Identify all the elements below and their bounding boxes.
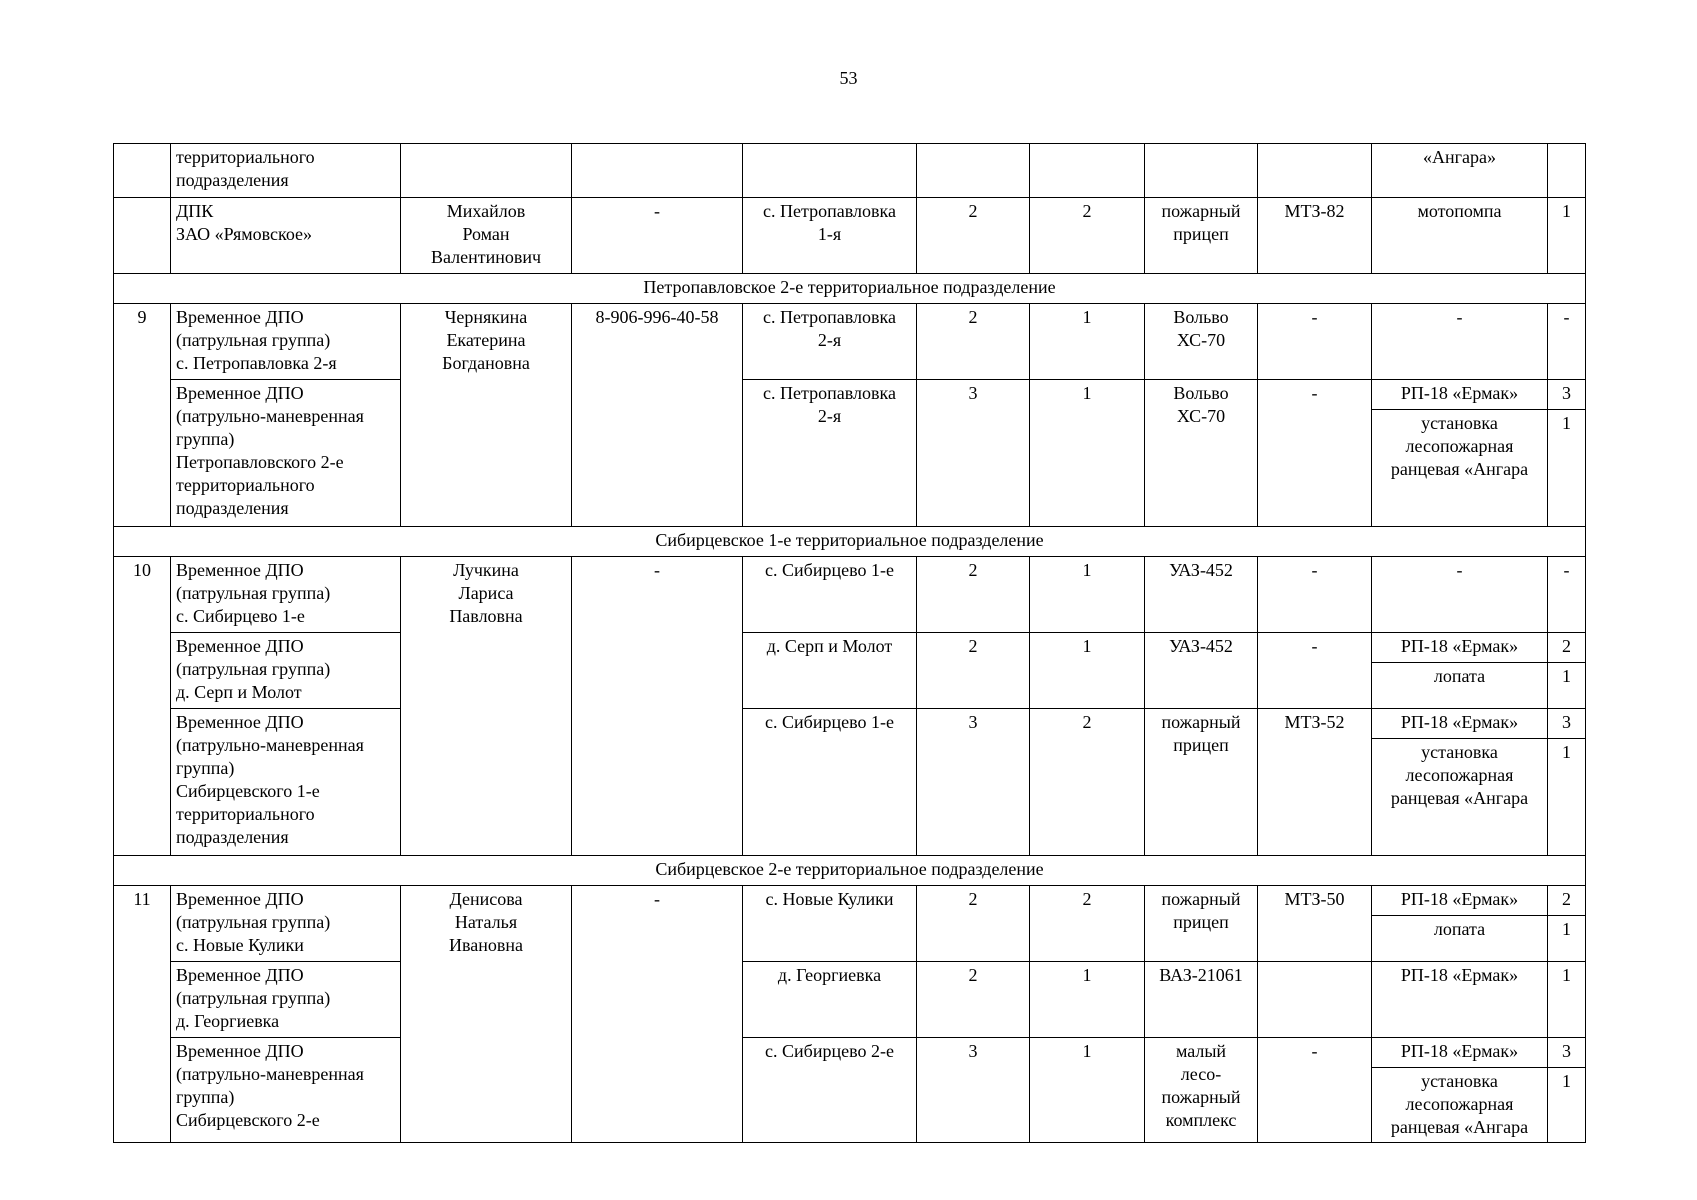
unit-name-cell: территориального подразделения (171, 144, 401, 198)
section-heading: Сибирцевское 2-е территориальное подразделение (114, 856, 1586, 886)
count-cell: 2 (1030, 709, 1145, 856)
count-cell: 1 (1030, 633, 1145, 709)
tractor-cell: - (1258, 304, 1372, 380)
section-row (114, 527, 1586, 557)
count-cell: 2 (917, 962, 1030, 1038)
quantity-cell: 1 (1548, 410, 1586, 527)
equipment-cell: - (1372, 304, 1548, 380)
tractor-cell: МТЗ-82 (1258, 198, 1372, 274)
unit-name-cell: Временное ДПО (патрульно-маневренная группа) Сибирцевского 2-е (171, 1038, 401, 1143)
vehicle-cell (1145, 144, 1258, 198)
count-cell: 2 (917, 198, 1030, 274)
unit-name-cell: Временное ДПО (патрульно-маневренная группа) Сибирцевского 1-е территориального подразделения (171, 709, 401, 856)
count-cell: 2 (1030, 886, 1145, 962)
table-row (114, 886, 1586, 916)
equipment-cell: РП-18 «Ермак» (1372, 962, 1548, 1038)
unit-name-cell: Временное ДПО (патрульная группа) д. Георгиевка (171, 962, 401, 1038)
count-cell: 2 (1030, 198, 1145, 274)
place-cell: с. Петропавловка 1-я (743, 198, 917, 274)
equipment-cell: РП-18 «Ермак» (1372, 633, 1548, 663)
unit-name-cell: Временное ДПО (патрульно-маневренная группа) Петропавловского 2-е территориального подразделения (171, 380, 401, 527)
section-heading: Сибирцевское 1-е территориальное подразделение (114, 527, 1586, 557)
vehicle-cell: пожарный прицеп (1145, 198, 1258, 274)
equipment-cell: РП-18 «Ермак» (1372, 380, 1548, 410)
count-cell: 3 (917, 380, 1030, 527)
section-row (114, 856, 1586, 886)
quantity-cell: - (1548, 304, 1586, 380)
count-cell: 2 (917, 886, 1030, 962)
phone-cell: - (572, 198, 743, 274)
vehicle-cell: ВАЗ-21061 (1145, 962, 1258, 1038)
table-row (114, 557, 1586, 633)
count-cell: 1 (1030, 962, 1145, 1038)
place-cell: с. Петропавловка 2-я (743, 304, 917, 380)
unit-name-cell: Временное ДПО (патрульная группа) с. Новые Кулики (171, 886, 401, 962)
table-row (114, 144, 1586, 198)
person-cell: Лучкина Лариса Павловна (401, 557, 572, 856)
place-cell: с. Новые Кулики (743, 886, 917, 962)
row-number-cell: 11 (114, 886, 171, 1143)
quantity-cell: 1 (1548, 663, 1586, 709)
count-cell (917, 144, 1030, 198)
count-cell: 3 (917, 1038, 1030, 1143)
vehicle-cell: Вольво ХС-70 (1145, 380, 1258, 527)
place-cell: с. Петропавловка 2-я (743, 380, 917, 527)
quantity-cell: 1 (1548, 198, 1586, 274)
unit-name-cell: ДПК ЗАО «Рямовское» (171, 198, 401, 274)
section-heading: Петропавловское 2-е территориальное подразделение (114, 274, 1586, 304)
vehicle-cell: пожарный прицеп (1145, 709, 1258, 856)
equipment-cell: РП-18 «Ермак» (1372, 709, 1548, 739)
count-cell: 1 (1030, 557, 1145, 633)
table-row (114, 633, 1586, 663)
person-cell (401, 144, 572, 198)
tractor-cell: МТЗ-50 (1258, 886, 1372, 962)
quantity-cell: 3 (1548, 709, 1586, 739)
count-cell (1030, 144, 1145, 198)
unit-name-cell: Временное ДПО (патрульная группа) с. Сибирцево 1-е (171, 557, 401, 633)
count-cell: 1 (1030, 380, 1145, 527)
equipment-cell: «Ангара» (1372, 144, 1548, 198)
tractor-cell: - (1258, 380, 1372, 527)
equipment-cell: - (1372, 557, 1548, 633)
equipment-cell: РП-18 «Ермак» (1372, 886, 1548, 916)
quantity-cell: 1 (1548, 962, 1586, 1038)
count-cell: 1 (1030, 1038, 1145, 1143)
row-number-cell: 10 (114, 557, 171, 856)
equipment-cell: установка лесопожарная ранцевая «Ангара (1372, 1068, 1548, 1143)
row-number-cell (114, 144, 171, 198)
phone-cell (572, 144, 743, 198)
quantity-cell: 1 (1548, 1068, 1586, 1143)
page-number: 53 (839, 68, 858, 88)
place-cell: д. Серп и Молот (743, 633, 917, 709)
row-number-cell: 9 (114, 304, 171, 527)
units-table (113, 143, 1586, 1143)
person-cell: Денисова Наталья Ивановна (401, 886, 572, 1143)
table-row (114, 1038, 1586, 1068)
count-cell: 2 (917, 633, 1030, 709)
equipment-cell: лопата (1372, 663, 1548, 709)
tractor-cell: - (1258, 633, 1372, 709)
place-cell (743, 144, 917, 198)
quantity-cell: 3 (1548, 1038, 1586, 1068)
tractor-cell: - (1258, 1038, 1372, 1143)
equipment-cell: установка лесопожарная ранцевая «Ангара (1372, 410, 1548, 527)
tractor-cell: - (1258, 557, 1372, 633)
tractor-cell (1258, 144, 1372, 198)
count-cell: 1 (1030, 304, 1145, 380)
place-cell: с. Сибирцево 1-е (743, 709, 917, 856)
tractor-cell (1258, 962, 1372, 1038)
quantity-cell: 2 (1548, 886, 1586, 916)
quantity-cell (1548, 144, 1586, 198)
table-row (114, 380, 1586, 410)
count-cell: 3 (917, 709, 1030, 856)
place-cell: д. Георгиевка (743, 962, 917, 1038)
vehicle-cell: пожарный прицеп (1145, 886, 1258, 962)
quantity-cell: 1 (1548, 739, 1586, 856)
person-cell: Михайлов Роман Валентинович (401, 198, 572, 274)
count-cell: 2 (917, 304, 1030, 380)
quantity-cell: - (1548, 557, 1586, 633)
vehicle-cell: малый лесо- пожарный комплекс (1145, 1038, 1258, 1143)
count-cell: 2 (917, 557, 1030, 633)
table-row (114, 709, 1586, 739)
vehicle-cell: УАЗ-452 (1145, 557, 1258, 633)
unit-name-cell: Временное ДПО (патрульная группа) д. Серп и Молот (171, 633, 401, 709)
quantity-cell: 2 (1548, 633, 1586, 663)
person-cell: Чернякина Екатерина Богдановна (401, 304, 572, 527)
unit-name-cell: Временное ДПО (патрульная группа) с. Петропавловка 2-я (171, 304, 401, 380)
equipment-cell: установка лесопожарная ранцевая «Ангара (1372, 739, 1548, 856)
phone-cell: - (572, 557, 743, 856)
equipment-cell: лопата (1372, 916, 1548, 962)
row-number-cell (114, 198, 171, 274)
equipment-cell: мотопомпа (1372, 198, 1548, 274)
vehicle-cell: УАЗ-452 (1145, 633, 1258, 709)
quantity-cell: 1 (1548, 916, 1586, 962)
table-row (114, 962, 1586, 1038)
place-cell: с. Сибирцево 2-е (743, 1038, 917, 1143)
tractor-cell: МТЗ-52 (1258, 709, 1372, 856)
quantity-cell: 3 (1548, 380, 1586, 410)
phone-cell: - (572, 886, 743, 1143)
section-row (114, 274, 1586, 304)
place-cell: с. Сибирцево 1-е (743, 557, 917, 633)
phone-cell: 8-906-996-40-58 (572, 304, 743, 527)
vehicle-cell: Вольво ХС-70 (1145, 304, 1258, 380)
table-row (114, 304, 1586, 380)
equipment-cell: РП-18 «Ермак» (1372, 1038, 1548, 1068)
table-row (114, 198, 1586, 274)
